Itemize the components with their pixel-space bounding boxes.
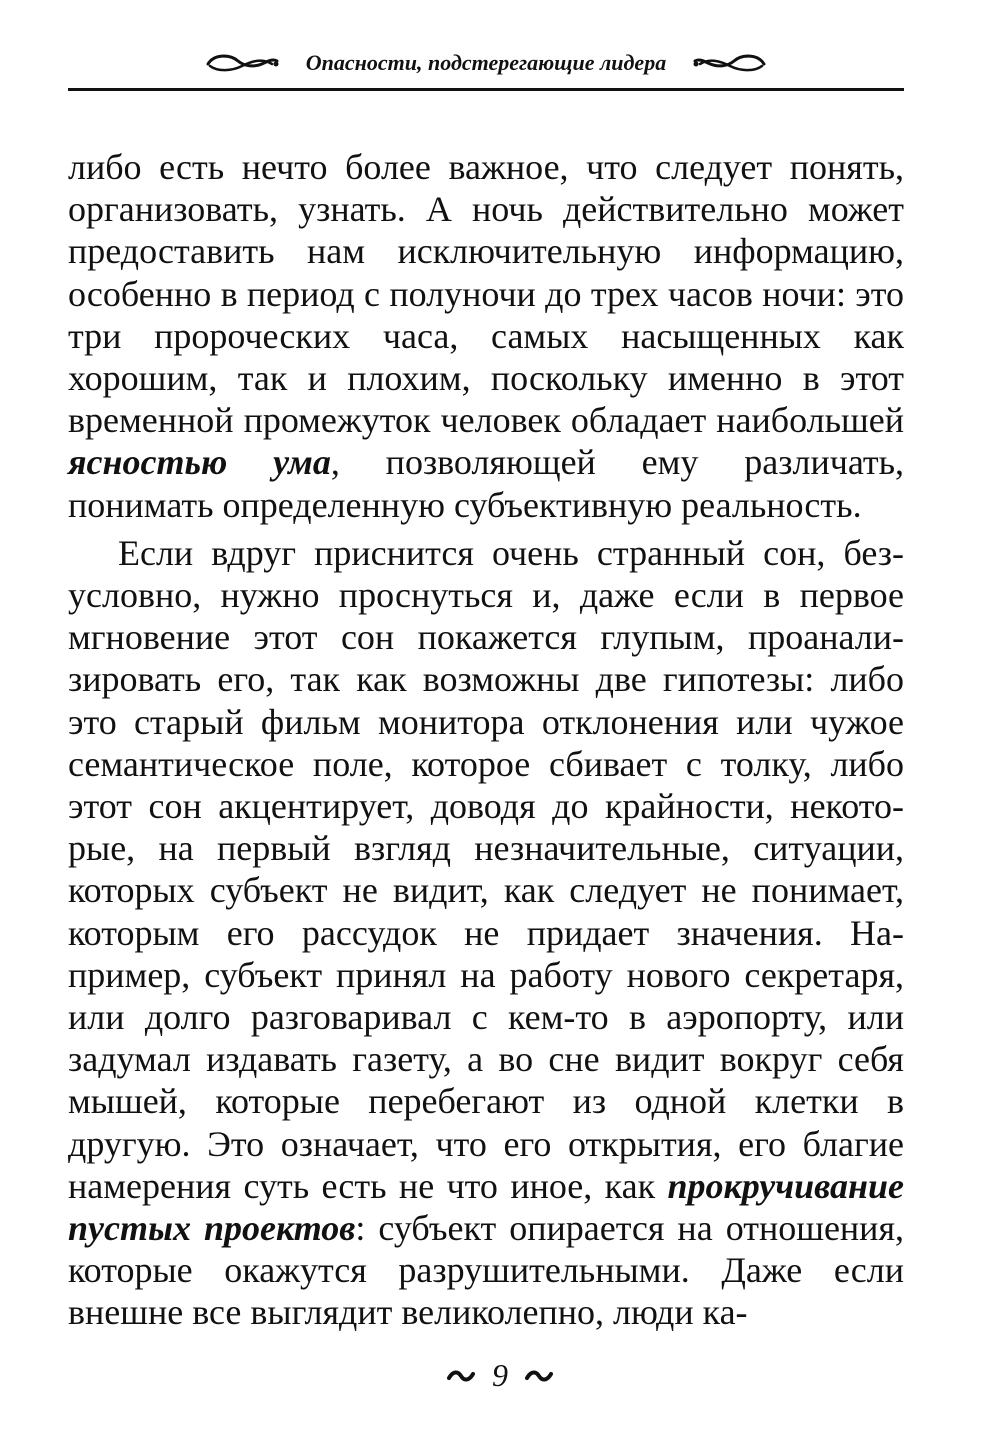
flourish-left-icon [204,52,280,74]
emphasis-text: прокручивание пустых проектов [68,1165,904,1249]
page-number: 9 [492,1357,508,1393]
tilde-ornament-left-icon [446,1369,476,1383]
paragraph-text: Если вдруг приснится очень странный сон, безусловно, нужно проснуться и, даже если в первое мгновение этот сон покажется глупым, проанализировать его, так как возможны две гипотезы: либо это старый фильм монитора отклонения или чужое семантическое поле, которое сбивает с толку, либо этот сон акцентирует, доводя до крайности, некоторые, на первый взгляд незначительные, ситуации, которых субъект не видит, как следует не понимает, которым его рассудок не придает значения. Например, субъект принял на работу нового секретаря, или долго разговаривал с кем-то в аэропорту, или задумал издавать газету, а во сне видит вокруг себя мышей, которые перебегают из одной клетки в другую. Это означает, что его открытия, его благие намерения суть есть не что иное, как [68,532,904,1206]
running-header-title: Опасности, подстерегающие лидера [305,50,667,75]
paragraph-text: либо есть нечто более важное, что следует понять, организовать, узнать. А ночь действительно может предоставить нам исключительную информацию, особенно в период с полуночи до трех часов ночи: это три пророческих часа, самых насыщенных как хорошим, так и плохим, поскольку именно в этот временной промежуток человек обладает наибольшей [68,147,904,441]
running-header [68,44,904,91]
paragraph-continued [68,146,904,526]
paragraph-text: , позволяющей ему различать, понимать определенную субъективную реальность. [68,442,905,525]
emphasis-text: ясностью ума [68,442,331,483]
flourish-right-icon [692,52,768,74]
body-text [68,146,904,1334]
tilde-ornament-right-icon [524,1369,554,1383]
paragraph-text: : субъект опирается на отношения, которые окажутся разрушительными. Даже если внешне все выглядит великолепно, люди ка- [68,1208,905,1333]
page-footer [0,1357,1000,1394]
paragraph [68,532,904,1334]
